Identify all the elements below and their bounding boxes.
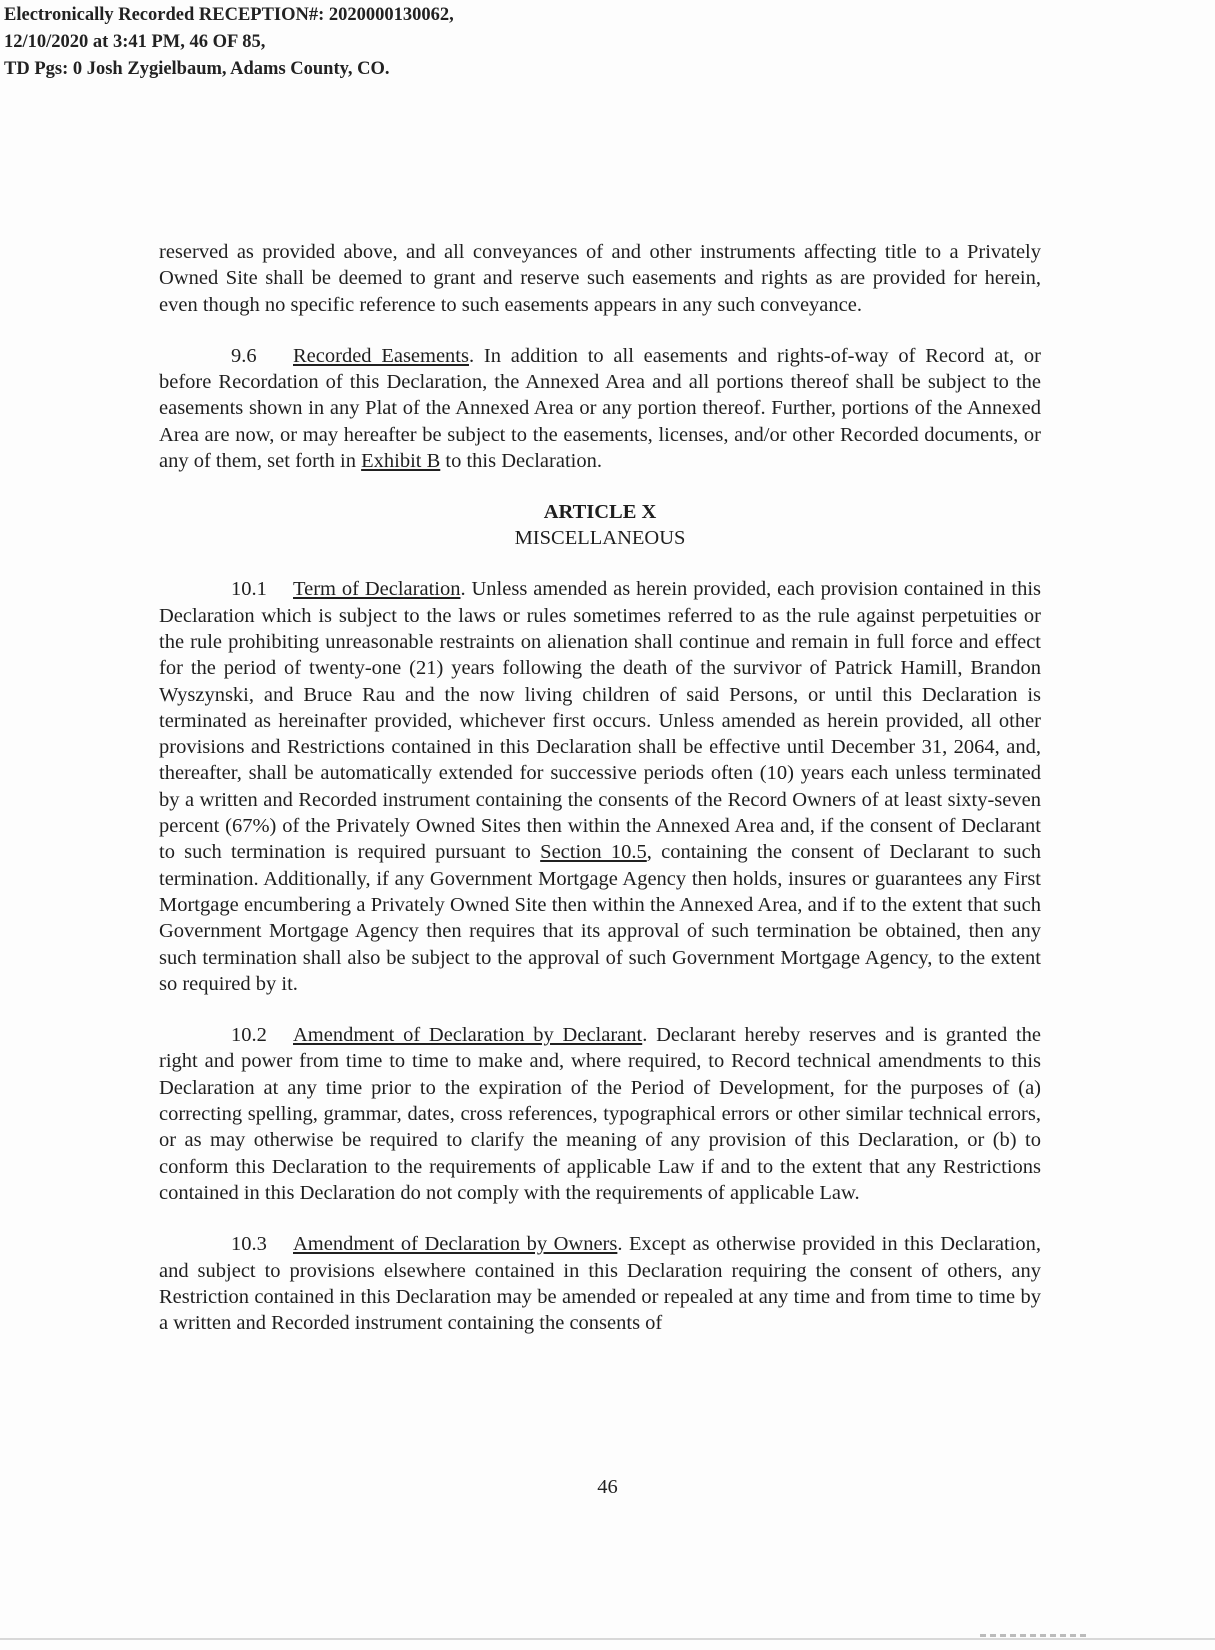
section-number: 10.3 xyxy=(231,1233,267,1256)
section-text: . Declarant hereby reserves and is granted the right and power from time to time to make and, where required, to Record technical amendments to this Declaration at any time prior to the expiration of the Period of Development, for the purposes of (a) correcting spelling, grammar, dates, cross references, typographical errors or other similar technical errors, or as may otherwise be required to clarify the meaning of any provision of this Declaration, or (b) to conform this Declaration to the requirements of applicable Law if and to the extent that any Restrictions contained in this Declaration do not comply with the requirements of applicable Law. xyxy=(159,1024,1041,1204)
section-text: . Except as otherwise provided in this Declaration, and subject to provisions elsewhere contained in this Declaration requiring the consent of others, any Restriction contained in this Declaration may be amended or repealed at any time and from time to time by a written and Recorded instrument containing the consents of xyxy=(159,1233,1041,1335)
section-10-5-reference[interactable]: Section 10.5 xyxy=(540,841,647,864)
section-number: 9.6 xyxy=(231,344,257,367)
section-number: 10.2 xyxy=(231,1024,267,1047)
article-subtitle: MISCELLANEOUS xyxy=(514,527,686,550)
stamp-line-county: TD Pgs: 0 Josh Zygielbaum, Adams County, CO. xyxy=(4,59,390,79)
section-heading: Term of Declaration xyxy=(293,578,461,601)
section-10-3 xyxy=(159,1231,1041,1336)
section-10-2 xyxy=(159,1022,1041,1206)
section-heading: Amendment of Declaration by Owners xyxy=(293,1233,618,1256)
section-9-6 xyxy=(159,343,1041,474)
exhibit-b-reference[interactable]: Exhibit B xyxy=(361,450,441,473)
section-10-1 xyxy=(159,576,1041,997)
stamp-line-date: 12/10/2020 at 3:41 PM, 46 OF 85, xyxy=(4,32,266,52)
section-heading: Amendment of Declaration by Declarant xyxy=(293,1024,643,1047)
scan-edge-divider xyxy=(0,1638,1215,1640)
article-heading xyxy=(159,499,1041,551)
document-body xyxy=(159,239,1041,1336)
section-number: 10.1 xyxy=(231,578,267,601)
page-number: 46 xyxy=(597,1476,618,1498)
scan-artifact xyxy=(980,1634,1090,1637)
recording-stamp xyxy=(4,2,454,83)
article-title: ARTICLE X xyxy=(543,501,657,524)
section-heading: Recorded Easements xyxy=(293,344,469,367)
section-text: . Unless amended as herein provided, each provision contained in this Declaration which is subject to the laws or rules sometimes referred to as the rule against perpetuities or the rule prohibiting unreasonable restraints on alienation shall continue and remain in full force and effect for the period of twenty-one (21) years following the death of the survivor of Patrick Hamill, Brandon Wyszynski, and Bruce Rau and the now living children of said Persons, or until this Declaration is terminated as hereinafter provided, whichever first occurs. Unless amended as herein provided, all other provisions and Restrictions contained in this Declaration shall be effective until December 31, 2064, and, thereafter, shall be automatically extended for successive periods often (10) years each unless terminated by a written and Recorded instrument containing the consents of the Record Owners of at least sixty-seven percent (67%) of the Privately Owned Sites then within the Annexed Area and, if the consent of Declarant to such termination is required pursuant to xyxy=(159,578,1041,864)
section-text-end: , containing the consent of Declarant to such termination. Additionally, if any Government Mortgage Agency then holds, insures or guarantees any First Mortgage encumbering a Privately Owned Site then within the Annexed Area, and if to the extent that such Government Mortgage Agency then requires that its approval of such termination be obtained, then any such termination shall also be subject to the approval of such Government Mortgage Agency, to the extent so required by it. xyxy=(159,841,1041,995)
section-text-end: to this Declaration. xyxy=(440,450,602,473)
continuation-paragraph: reserved as provided above, and all conveyances of and other instruments affecting title to a Privately Owned Site shall be deemed to grant and reserve such easements and rights as are provided for herein, even though no specific reference to such easements appears in any such conveyance. xyxy=(159,241,1041,316)
section-text: . In addition to all easements and rights-of-way of Record at, or before Recordation of this Declaration, the Annexed Area and all portions thereof shall be subject to the easements shown in any Plat of the Annexed Area or any portion thereof. Further, portions of the Annexed Area are now, or may hereafter be subject to the easements, licenses, and/or other Recorded documents, or any of them, set forth in xyxy=(159,344,1041,473)
stamp-line-reception: Electronically Recorded RECEPTION#: 2020000130062, xyxy=(4,5,454,25)
